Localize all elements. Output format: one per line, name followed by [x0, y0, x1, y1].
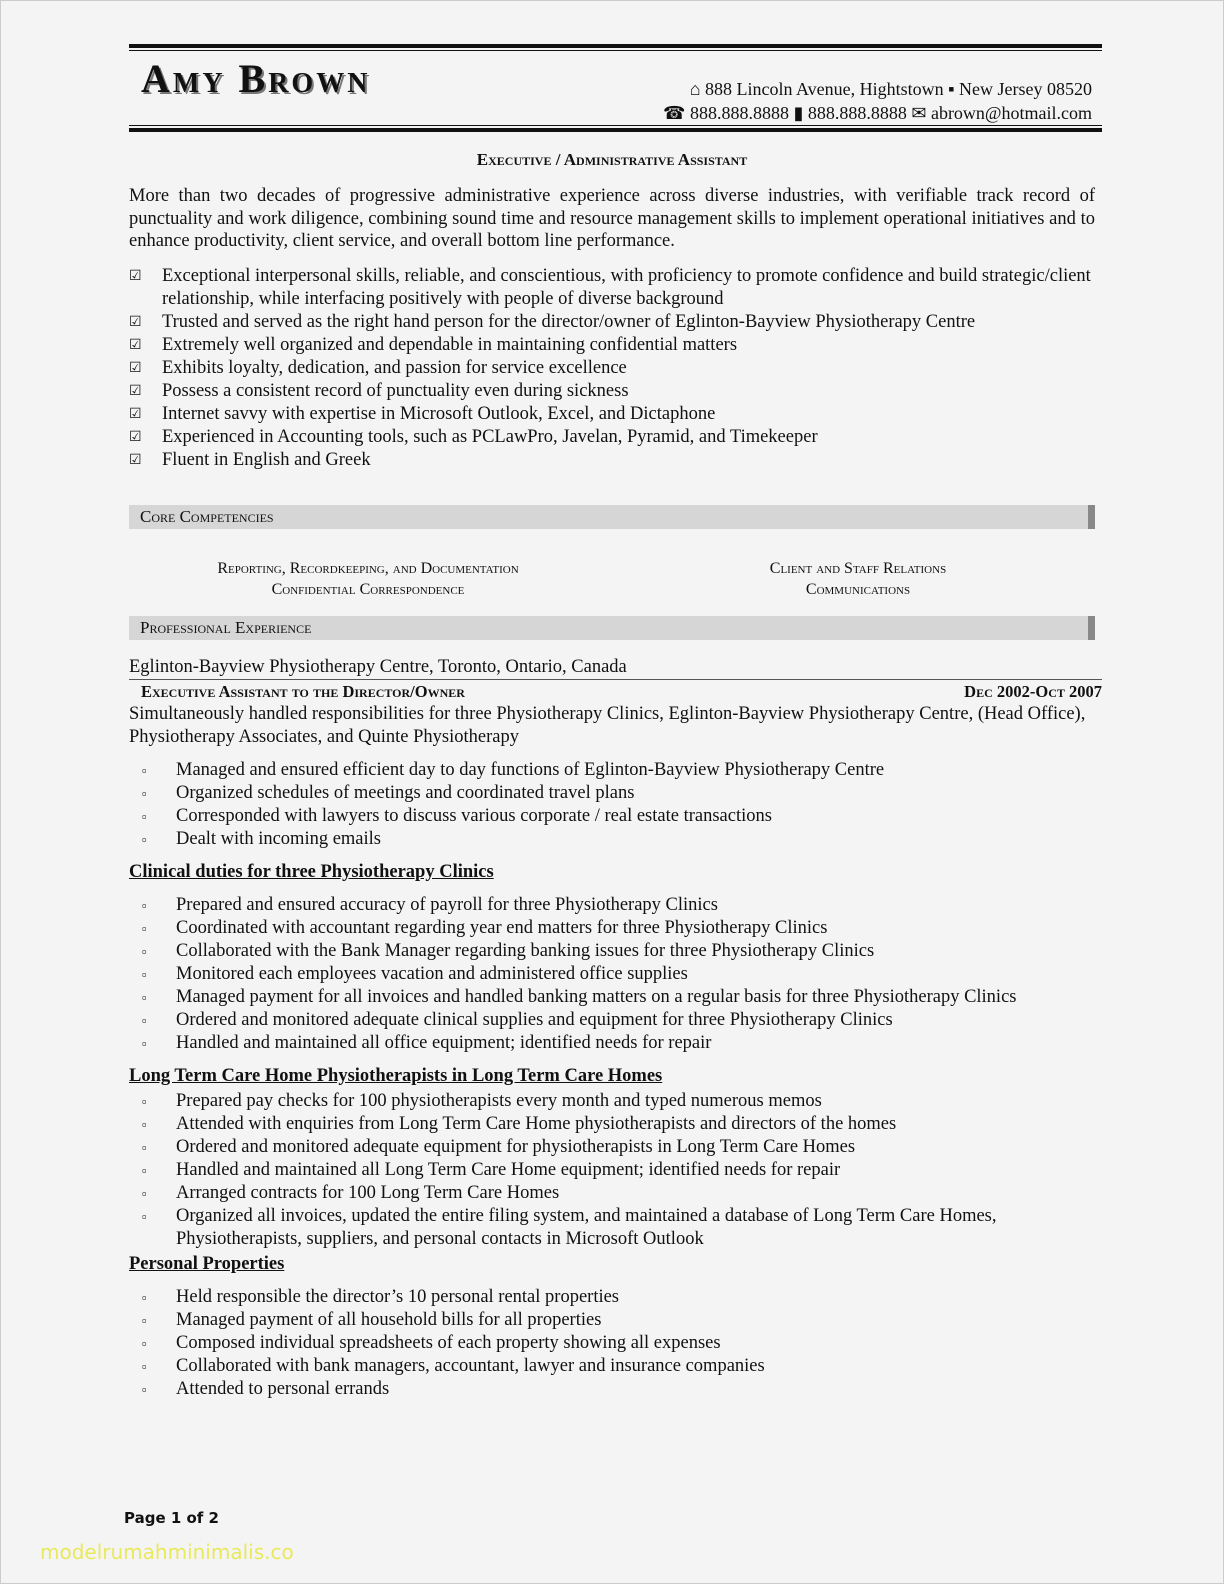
list-item: ▫ Prepared pay checks for 100 physiotherapists every month and typed numerous memos	[129, 1090, 1095, 1113]
list-item: ☑ Fluent in English and Greek	[129, 449, 1095, 472]
list-item: ☑ Trusted and served as the right hand person for the director/owner of Eglinton-Bayview Physiotherapy Centre	[129, 311, 1095, 334]
list-item: ▫ Coordinated with accountant regarding year end matters for three Physiotherapy Clinics	[129, 917, 1095, 940]
list-item: ▫ Collaborated with bank managers, accountant, lawyer and insurance companies	[129, 1355, 1095, 1378]
list-item: ☑ Experienced in Accounting tools, such as PCLawPro, Javelan, Pyramid, and Timekeeper	[129, 426, 1095, 449]
subsection-title: Clinical duties for three Physiotherapy Clinics	[129, 862, 494, 882]
list-item: ▫ Composed individual spreadsheets of each property showing all expenses	[129, 1332, 1095, 1355]
role-intro: Simultaneously handled responsibilities for three Physiotherapy Clinics, Eglinton-Bayview Physiotherapy Centre, (Head Office), Physiotherapy Associates, and Quinte Physiotherapy	[129, 704, 1086, 747]
list-item: ▫ Managed and ensured efficient day to day functions of Eglinton-Bayview Physiotherapy Centre	[129, 759, 1095, 782]
list-item: ▫ Managed payment of all household bills for all properties	[129, 1309, 1095, 1332]
email-link[interactable]: abrown@hotmail.com	[930, 103, 1092, 123]
list-item: ▫ Collaborated with the Bank Manager regarding banking issues for three Physiotherapy Clinics	[129, 940, 1095, 963]
list-item: ☑ Extremely well organized and dependable in maintaining confidential matters	[129, 334, 1095, 357]
phone-icon: ☎	[663, 103, 690, 123]
competency: Confidential Correspondence	[271, 581, 465, 598]
list-item: ▫ Attended to personal errands	[129, 1378, 1095, 1401]
list-item: ▫ Ordered and monitored adequate equipment for physiotherapists in Long Term Care Homes	[129, 1136, 1095, 1159]
subsection-title: Long Term Care Home Physiotherapists in Long Term Care Homes	[129, 1066, 663, 1086]
list-item: ▫ Handled and maintained all Long Term Care Home equipment; identified needs for repair	[129, 1159, 1095, 1182]
watermark: modelrumahminimalis.co	[40, 1540, 294, 1564]
competencies-left	[140, 558, 596, 600]
page-number: Page 1 of 2	[124, 1509, 219, 1527]
list-item: ▫ Prepared and ensured accuracy of payroll for three Physiotherapy Clinics	[129, 894, 1095, 917]
section-heading-experience: Professional Experience	[129, 616, 1095, 640]
properties-list	[129, 1286, 1095, 1401]
summary: More than two decades of progressive administrative experience across diverse industries, with verifiable track record of punctuality and work diligence, combining sound time and resource management skills to implement operational initiatives and to enhance productivity, client service, and overall bottom line performance.	[129, 186, 1095, 251]
experience-section	[129, 656, 1102, 1411]
dates: Dec 2002-Oct 2007	[964, 682, 1102, 701]
subsection-title: Personal Properties	[129, 1254, 285, 1274]
address-line: ⌂ 888 Lincoln Avenue, Hightstown ▪ New Jersey 08520	[689, 79, 1092, 99]
section-heading-competencies: Core Competencies	[129, 505, 1095, 529]
intro-section	[129, 185, 1095, 472]
competencies-right	[630, 558, 1086, 600]
top-rule	[129, 44, 1102, 48]
role: Executive Assistant to the Director/Owner	[141, 682, 465, 701]
list-item: ☑ Exceptional interpersonal skills, reliable, and conscientious, with proficiency to promote confidence and build strategic/client relationship, while interfacing positively with people of diverse background	[129, 265, 1095, 311]
list-item: ▫ Handled and maintained all office equipment; identified needs for repair	[129, 1032, 1095, 1055]
bottom-rule	[129, 128, 1102, 132]
job-title: Executive / Administrative Assistant	[476, 150, 748, 169]
competency: Communications	[805, 581, 911, 598]
mobile-icon: ▮	[793, 103, 808, 123]
bottom-rule-thin	[129, 125, 1102, 126]
highlights-list	[129, 265, 1095, 472]
top-rule-thin	[129, 50, 1102, 51]
contact-line: ☎ 888.888.8888 ▮ 888.888.8888 ✉ abrown@hotmail.com	[663, 103, 1092, 123]
list-item: ☑ Internet savvy with expertise in Microsoft Outlook, Excel, and Dictaphone	[129, 403, 1095, 426]
list-item: ▫ Ordered and monitored adequate clinical supplies and equipment for three Physiotherapy Clinics	[129, 1009, 1095, 1032]
clinical-list	[129, 894, 1095, 1055]
employer: Eglinton-Bayview Physiotherapy Centre, Toronto, Ontario, Canada	[129, 657, 627, 677]
list-item: ▫ Corresponded with lawyers to discuss various corporate / real estate transactions	[129, 805, 1095, 828]
list-item: ▫ Managed payment for all invoices and handled banking matters on a regular basis for three Physiotherapy Clinics	[129, 986, 1095, 1009]
list-item: ☑ Exhibits loyalty, dedication, and passion for service excellence	[129, 357, 1095, 380]
competency: Client and Staff Relations	[769, 560, 947, 577]
duties-list	[129, 759, 1095, 851]
list-item: ▫ Attended with enquiries from Long Term Care Home physiotherapists and directors of the homes	[129, 1113, 1095, 1136]
list-item: ▫ Monitored each employees vacation and administered office supplies	[129, 963, 1095, 986]
list-item: ▫ Arranged contracts for 100 Long Term Care Homes	[129, 1182, 1095, 1205]
ltc-list	[129, 1090, 1095, 1251]
competency: Reporting, Recordkeeping, and Documentation	[217, 560, 519, 577]
email-icon: ✉	[911, 103, 931, 123]
role-row	[129, 679, 1102, 703]
list-item: ▫ Held responsible the director’s 10 personal rental properties	[129, 1286, 1095, 1309]
list-item: ▫ Dealt with incoming emails	[129, 828, 1095, 851]
list-item: ☑ Possess a consistent record of punctuality even during sickness	[129, 380, 1095, 403]
list-item: ▫ Organized schedules of meetings and coordinated travel plans	[129, 782, 1095, 805]
home-icon: ⌂	[689, 79, 705, 99]
list-item: ▫ Organized all invoices, updated the entire filing system, and maintained a database of Long Term Care Homes, Physiotherapists, suppliers, and personal contacts in Microsoft Outlook	[129, 1205, 1095, 1251]
candidate-name: Amy Brown	[141, 56, 371, 101]
